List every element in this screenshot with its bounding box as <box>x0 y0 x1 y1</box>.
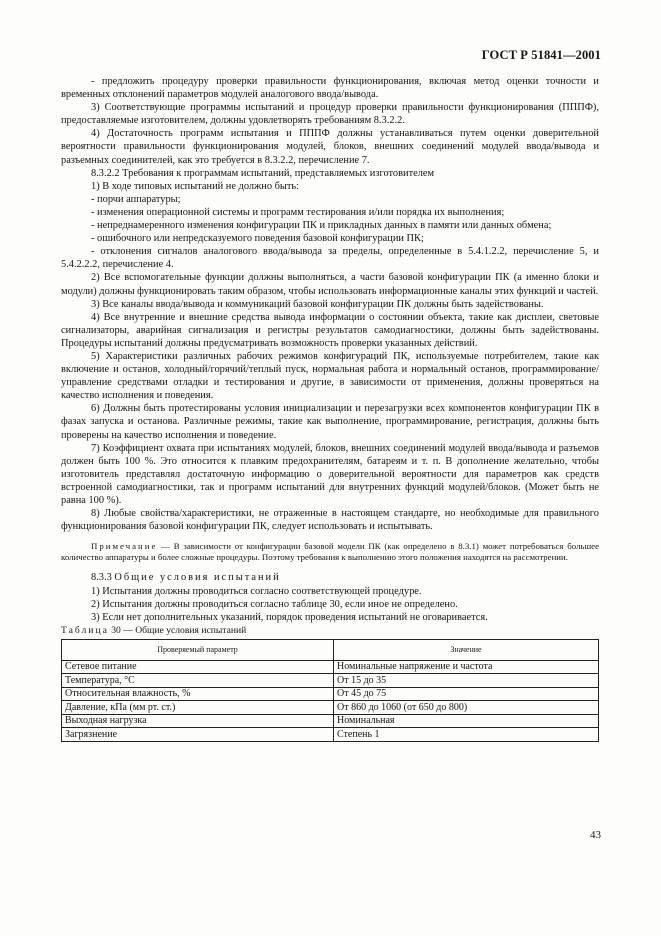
list-item: 2) Испытания должны проводиться согласно таблице 30, если иное не определено. <box>91 598 458 610</box>
table-cell: Температура, °С <box>62 674 334 688</box>
table-caption <box>61 624 599 637</box>
table-cell: Давление, кПа (мм рт. ст.) <box>62 701 334 715</box>
section-heading <box>61 571 599 584</box>
table-header-cell: Значение <box>334 639 599 660</box>
table-cell: Номинальная <box>334 714 599 728</box>
list-item: - изменения операционной системы и программ тестирования и/или порядка их выполнения; <box>91 206 505 218</box>
table-caption-text: 30 — Общие условия испытаний <box>108 624 247 636</box>
section-title: Общие условия испытаний <box>114 572 281 584</box>
document-body <box>61 75 599 742</box>
table-cell: От 860 до 1060 (от 650 до 800) <box>334 701 599 715</box>
table-cell: Номинальные напряжение и частота <box>334 660 599 674</box>
paragraph: 3) Все каналы ввода/вывода и коммуникаций базовой конфигурации ПК должны быть задействованы. <box>91 298 544 310</box>
table-cell: Сетевое питание <box>62 660 334 674</box>
paragraph: 2) Все вспомогательные функции должны выполняться, а части базовой конфигурации ПК (а именно блоки и модули) должны функционировать таким образом, чтобы использовать информационные каналы этих функций и частей. <box>61 272 599 297</box>
note-label: Примечание <box>91 541 158 552</box>
table-row <box>62 660 599 674</box>
paragraph: 1) В ходе типовых испытаний не должно быть: <box>91 180 300 192</box>
list-item: - ошибочного или непредсказуемого поведения базовой конфигурации ПК; <box>91 233 424 245</box>
table-row <box>62 674 599 688</box>
table-row <box>62 701 599 715</box>
paragraph: - предложить процедуру проверки правильности функционирования, включая метод оценки точности и временных отклонений параметров модулей аналогового ввода/вывода. <box>61 76 599 101</box>
table-cell: Степень 1 <box>334 728 599 742</box>
page-number: 43 <box>590 829 601 841</box>
table-cell: Загрязнение <box>62 728 334 742</box>
paragraph: 4) Достаточность программ испытания и ПППФ должны устанавливаться путем оценки доверительной вероятности правильности функционирования модулей, блоков, внешних соединений модулей ввода/вывода и разъемных соединителей, как это требуется в 8.3.2.2, перечисление 7. <box>61 128 599 166</box>
paragraph: 7) Коэффициент охвата при испытаниях модулей, блоков, внешних соединений модулей ввода/вывода и разъемов должен быть 100 %. Это относится к плавким предохранителям, батареям и т. п. В дополнение желательно, чтобы изготовитель представлял достаточную информацию о доверительной вероятности для параметров как средств встроенной самодиагностики, так и программ испытаний для внутренних функций модулей/блоков. (Может быть не равна 100 %). <box>61 442 599 506</box>
table-row <box>62 728 599 742</box>
standard-header: ГОСТ Р 51841—2001 <box>481 48 601 62</box>
paragraph: 4) Все внутренние и внешние средства вывода информации о состоянии объекта, такие как дисплеи, световые сигнализаторы, аварийная сигнализация и регистры результатов самодиагностики, должны быть задействованы. Процедуры испытаний должны предусматривать возможность проверки указанных действий. <box>61 311 599 349</box>
section-number: 8.3.3 <box>91 572 112 584</box>
paragraph: 5) Характеристики различных рабочих режимов конфигураций ПК, используемые потребителем, такие как включение и останов, холодный/горячий/теплый пуск, нормальная работа и нормальный останов, программирование/управление средствами отладки и тестирования и другие, в зависимости от применения, должны проверяться на качество исполнения и поведения. <box>61 350 599 402</box>
list-item: 3) Если нет дополнительных указаний, порядок проведения испытаний не оговаривается. <box>91 611 488 623</box>
table-label: Таблица <box>61 624 109 636</box>
list-item: - непреднамеренного изменения конфигурации ПК и прикладных данных в памяти или данных обмена; <box>91 220 552 232</box>
note <box>61 541 599 563</box>
list-item: - отклонения сигналов аналогового ввода/вывода за пределы, определенные в 5.4.1.2.2, перечисление 5, и 5.4.2.2.2, перечисление 4. <box>61 246 599 271</box>
paragraph: 3) Соответствующие программы испытаний и процедур проверки правильности функционирования (ПППФ), предоставляемые изготовителем, должны удовлетворять требованиям 8.3.2.2. <box>61 102 599 127</box>
table-cell: Относительная влажность, % <box>62 687 334 701</box>
table-row <box>62 714 599 728</box>
table-cell: Выходная нагрузка <box>62 714 334 728</box>
paragraph: 8) Любые свойства/характеристики, не отраженные в настоящем стандарте, но необходимые для правильного функционирования базовой конфигурации ПК, следует использовать и испытывать. <box>61 508 599 533</box>
list-item: 1) Испытания должны проводиться согласно соответствующей процедуре. <box>91 585 422 597</box>
table-cell: От 45 до 75 <box>334 687 599 701</box>
table-header-row <box>62 639 599 660</box>
note-text: — В зависимости от конфигурации базовой модели ПК (как определено в 8.3.1) может потребоваться большее количество аппаратуры и более сложные процедуры. Поэтому требования к выполнению этого положения находятся на рассмотрении. <box>61 541 599 563</box>
subsection-heading: 8.3.2.2 Требования к программам испытаний, представляемых изготовителем <box>91 167 435 179</box>
list-item: - порчи аппаратуры; <box>91 193 181 205</box>
table-cell: От 15 до 35 <box>334 674 599 688</box>
table-header-cell: Проверяемый параметр <box>62 639 334 660</box>
table-row <box>62 687 599 701</box>
conditions-table <box>61 639 599 742</box>
paragraph: 6) Должны быть протестированы условия инициализации и перезагрузки всех компонентов конфигурации ПК в фазах запуска и останова. Различные режимы, такие как выполнение, программирование, регистрация, должны быть проверены на качество исполнения и поведение. <box>61 403 599 441</box>
